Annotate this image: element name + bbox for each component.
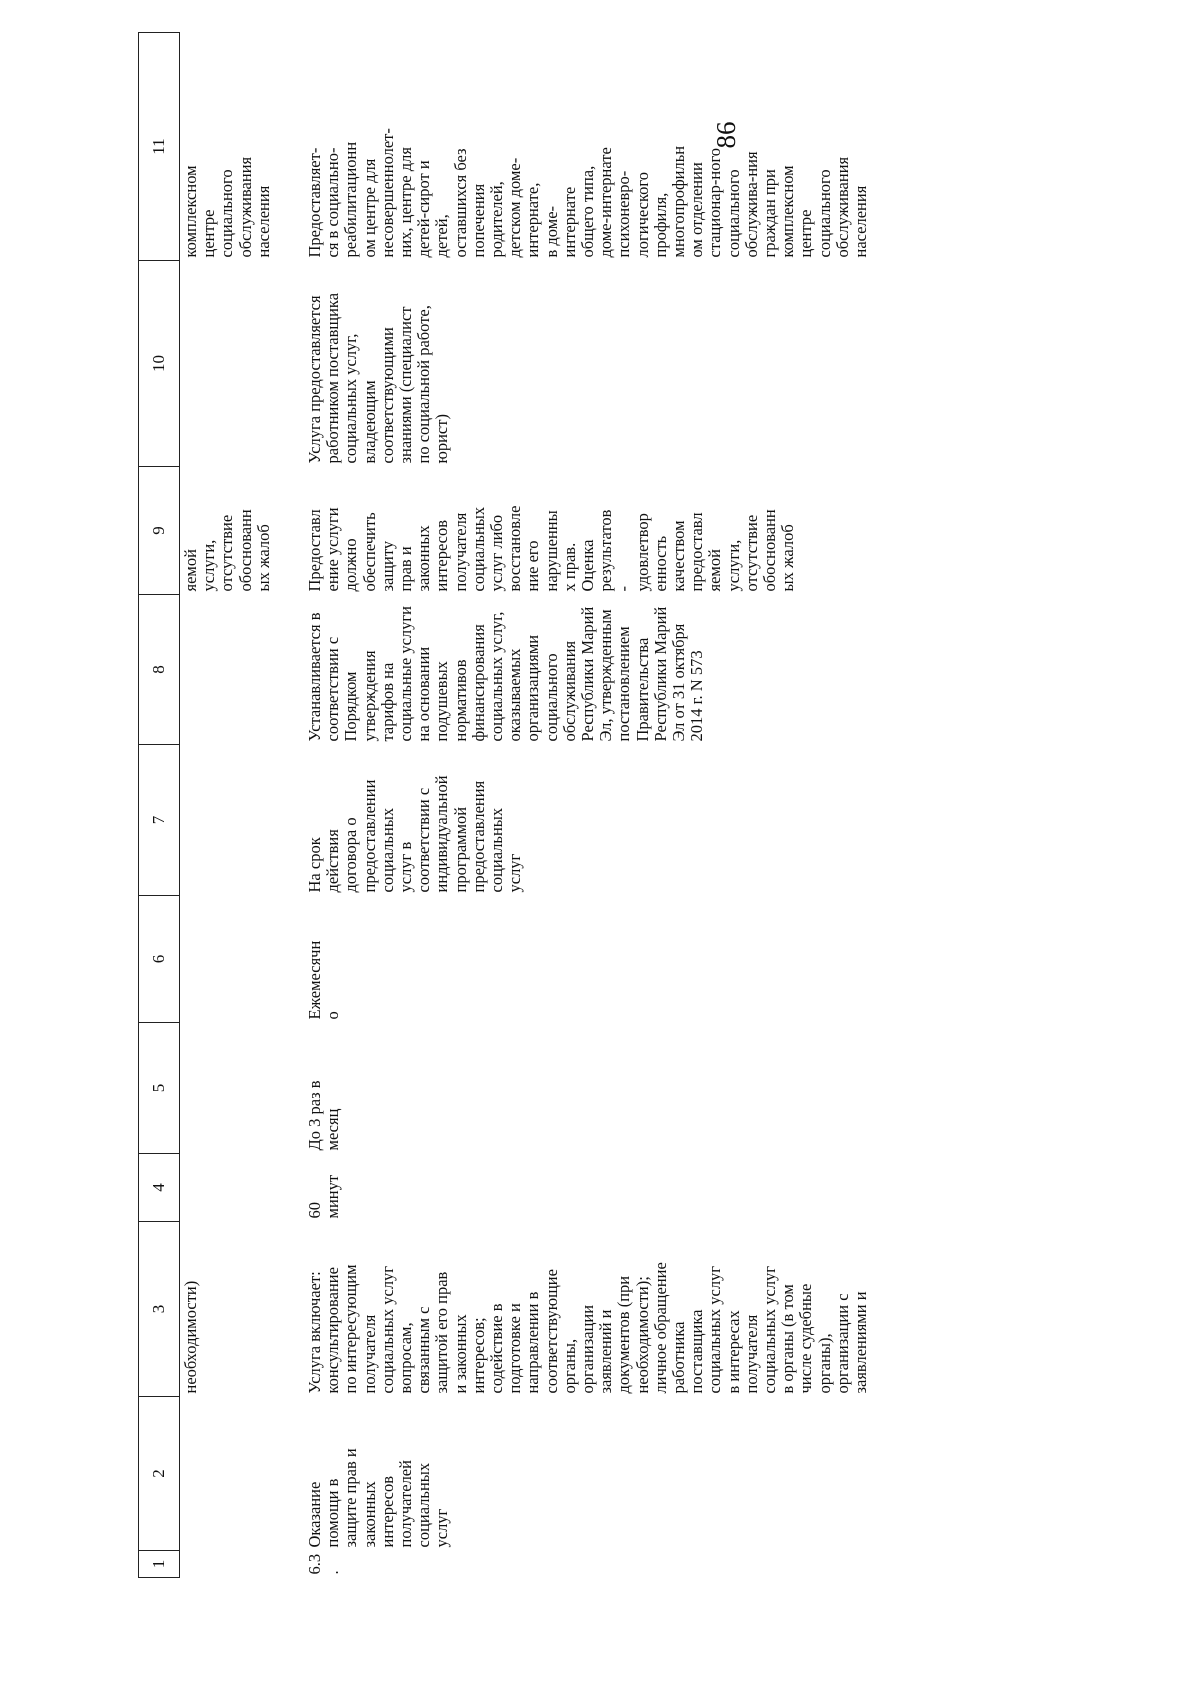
table-cell xyxy=(180,1023,303,1154)
header-cell: 8 xyxy=(139,595,180,745)
table-cell: комплексном центре социального обслуживания населения xyxy=(181,156,273,258)
table-cell xyxy=(180,1397,303,1551)
row-number-cell: 6.3. xyxy=(305,1553,343,1575)
header-cell: 4 xyxy=(139,1154,180,1222)
table-row xyxy=(302,33,872,1578)
quality-cell: Предоставл ение услуги должно обеспечить защиту прав и законных интересов получателя социальных услуг либо восстановле ние его нарушенны х прав. Оценка результатов - удовлетвор енность качеством предоставл яемой услуги, отсутствие обоснованн ых жалоб xyxy=(305,505,798,592)
tariff-cell: Устанавливается в соответствии с Порядком утверждения тарифов на социальные услуги на основании подушевых нормативов финансирования социальных услуг, оказываемых организациями социального обслуживания Республики Марий Эл, утвержденным постановлением Правительства Республики Марий Эл от 31 октября 2014 г. N 573 xyxy=(305,606,707,742)
table-cell: необходимости) xyxy=(181,1280,200,1394)
table-cell xyxy=(180,745,303,896)
table-cell xyxy=(180,595,303,745)
service-name-cell: Оказание помощи в защите прав и законных интересов получателей социальных услуг xyxy=(305,1448,452,1548)
term-cell: На срок действия договора о предоставлении социальных услуг в соответствии с индивидуальной программой предоставления социальных услуг xyxy=(305,775,525,893)
rotated-table-container xyxy=(138,33,1068,1578)
header-cell: 3 xyxy=(139,1222,180,1397)
table-cell xyxy=(180,1154,303,1222)
header-cell: 5 xyxy=(139,1023,180,1154)
table-cell xyxy=(180,261,303,467)
header-cell: 7 xyxy=(139,745,180,896)
header-cell: 9 xyxy=(139,467,180,595)
services-table xyxy=(138,32,872,1578)
frequency-cell: До 3 раз в месяц xyxy=(305,1080,343,1151)
header-cell: 6 xyxy=(139,896,180,1023)
table-row xyxy=(180,33,303,1578)
periodicity-cell: Ежемесячн о xyxy=(305,940,343,1020)
duration-cell: 60 минут xyxy=(305,1174,343,1219)
header-row xyxy=(139,33,180,1578)
header-cell: 1 xyxy=(139,1551,180,1578)
header-cell: 2 xyxy=(139,1397,180,1551)
header-cell: 10 xyxy=(139,261,180,467)
table-cell xyxy=(180,1551,303,1578)
page-number: 86 xyxy=(711,121,741,149)
service-description-cell: Услуга включает: консультирование по интересующим получателя социальных услуг вопросам, связанным с защитой его прав и законных интересов; содействие в подготовке и направлении в соответствующие органы, организации заявлений и документов (при необходимости); личное обращение работника поставщика социальных услуг в интересах получателя социальных услуг в органы (в том числе судебные органы), организации с заявлениями и xyxy=(305,1262,871,1394)
table-cell: яемой услуги, отсутствие обоснованн ых жалоб xyxy=(181,509,273,592)
header-cell: 11 xyxy=(139,33,180,261)
table-cell xyxy=(180,896,303,1023)
conditions-cell: Услуга предоставляется работником поставщика социальных услуг, владеющим соответствующими знаниями (специалист по социальной работе, юрист) xyxy=(305,292,452,464)
organization-cell: Предоставляет- ся в социально- реабилитационн ом центре для несовершеннолет- них, центре для детей-сирот и детей, оставшихся без попечения родителей, детском доме- интернате, в доме- интернате общего типа, доме-интернате психоневро- логического профиля, многопрофильн ом отделении стационар-ного социального обслужива-ния граждан при комплексном центре социального обслуживания населения xyxy=(305,128,871,258)
